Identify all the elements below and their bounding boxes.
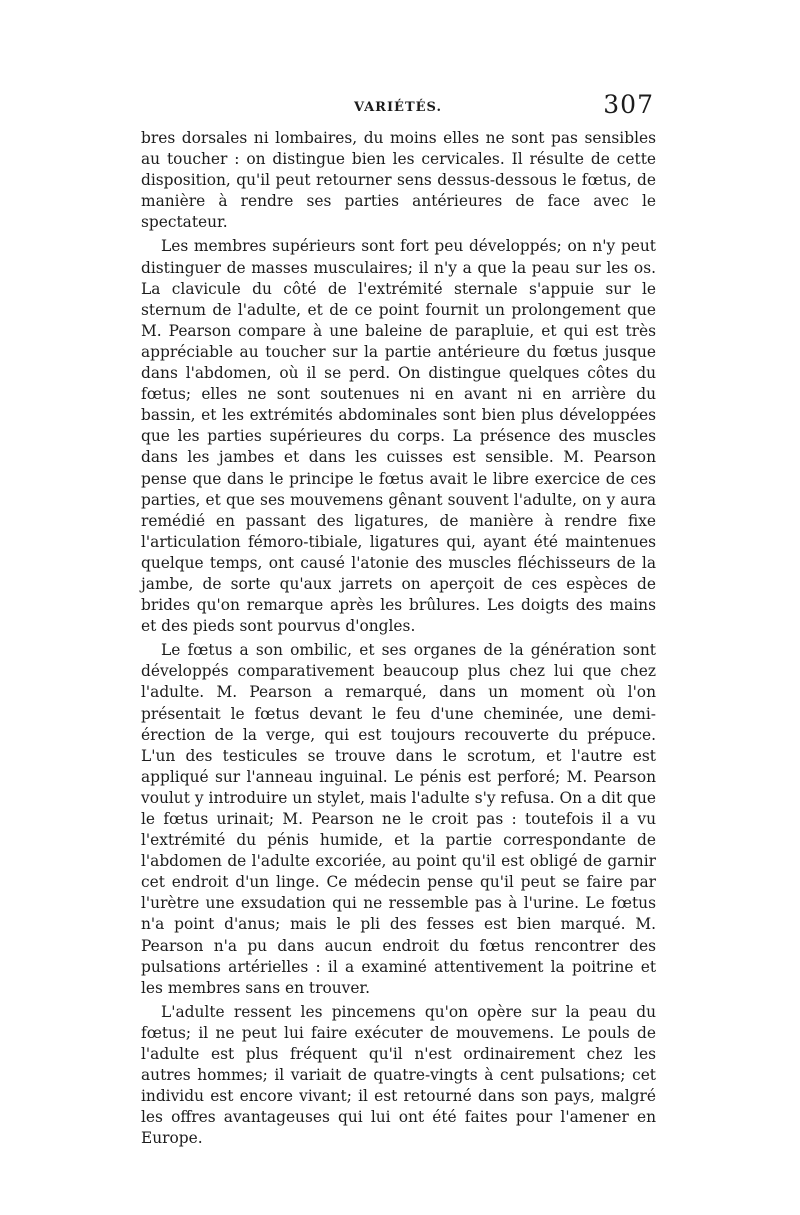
page-number: 307 xyxy=(603,90,654,119)
paragraph-generation-organs: Le fœtus a son ombilic, et ses organes de la génération sont développés comparativement beaucoup plus chez lui que chez l'adulte. M. Pearson a remarqué, dans un moment où l'on présentait le fœtus devant le feu d'une cheminée, une demi-érection de la verge, qui est toujours recouverte du prépuce. L'un des testicules se trouve dans le scrotum, et l'autre est appliqué sur l'anneau inguinal. Le pénis est perforé; M. Pearson voulut y introduire un stylet, mais l'adulte s'y refusa. On a dit que le fœtus urinait; M. Pearson ne le croit pas : toutefois il a vu l'extrémité du pénis humide, et la partie correspondante de l'abdomen de l'adulte excoriée, au point qu'il est obligé de garnir cet endroit d'un linge. Ce médecin pense qu'il peut se faire par l'urètre une exsudation qui ne ressemble pas à l'urine. Le fœtus n'a point d'anus; mais le pli des fesses est bien marqué. M. Pearson n'a pu dans aucun endroit du fœtus rencontrer des pulsations artérielles : il a examiné attentivement la poitrine et les membres sans en trouver. xyxy=(141,641,656,997)
page-header xyxy=(142,80,654,119)
paragraph-sensations: L'adulte ressent les pincemens qu'on opère sur la peau du fœtus; il ne peut lui faire exécuter de mouvemens. Le pouls de l'adulte est plus fréquent qu'il n'est ordinairement chez les autres hommes; il variait de quatre-vingts à cent pulsations; cet individu est encore vivant; il est retourné dans son pays, malgré les offres avantageuses qui lui ont été faites pour l'amener en Europe. xyxy=(141,1002,656,1148)
body-text xyxy=(141,128,656,1150)
running-head: VARIÉTÉS. xyxy=(354,100,442,115)
paragraph-continuation: bres dorsales ni lombaires, du moins elles ne sont pas sensibles au toucher : on distingue bien les cervicales. Il résulte de cette disposition, qu'il peut retourner sens dessus-dessous le fœtus, de manière à rendre ses parties antérieures de face avec le spectateur. xyxy=(141,129,656,232)
paragraph-upper-limbs: Les membres supérieurs sont fort peu développés; on n'y peut distinguer de masses musculaires; il n'y a que la peau sur les os. La clavicule du côté de l'extrémité sternale s'appuie sur le sternum de l'adulte, et de ce point fournit un prolongement que M. Pearson compare à une baleine de parapluie, et qui est très appréciable au toucher sur la partie antérieure du fœtus jusque dans l'abdomen, où il se perd. On distingue quelques côtes du fœtus; elles ne sont soutenues ni en avant ni en arrière du bassin, et les extrémités abdominales sont bien plus développées que les parties supérieures du corps. La présence des muscles dans les jambes et dans les cuisses est sensible. M. Pearson pense que dans le principe le fœtus avait le libre exercice de ces parties, et que ses mouvemens gênant souvent l'adulte, on y aura remédié en passant des ligatures, de manière à rendre fixe l'articulation fémoro-tibiale, ligatures qui, ayant été maintenues quelque temps, ont causé l'atonie des muscles fléchisseurs de la jambe, de sorte qu'aux jarrets on aperçoit de ces espèces de brides qu'on remarque après les brûlures. Les doigts des mains et des pieds sont pourvus d'ongles. xyxy=(141,237,656,636)
